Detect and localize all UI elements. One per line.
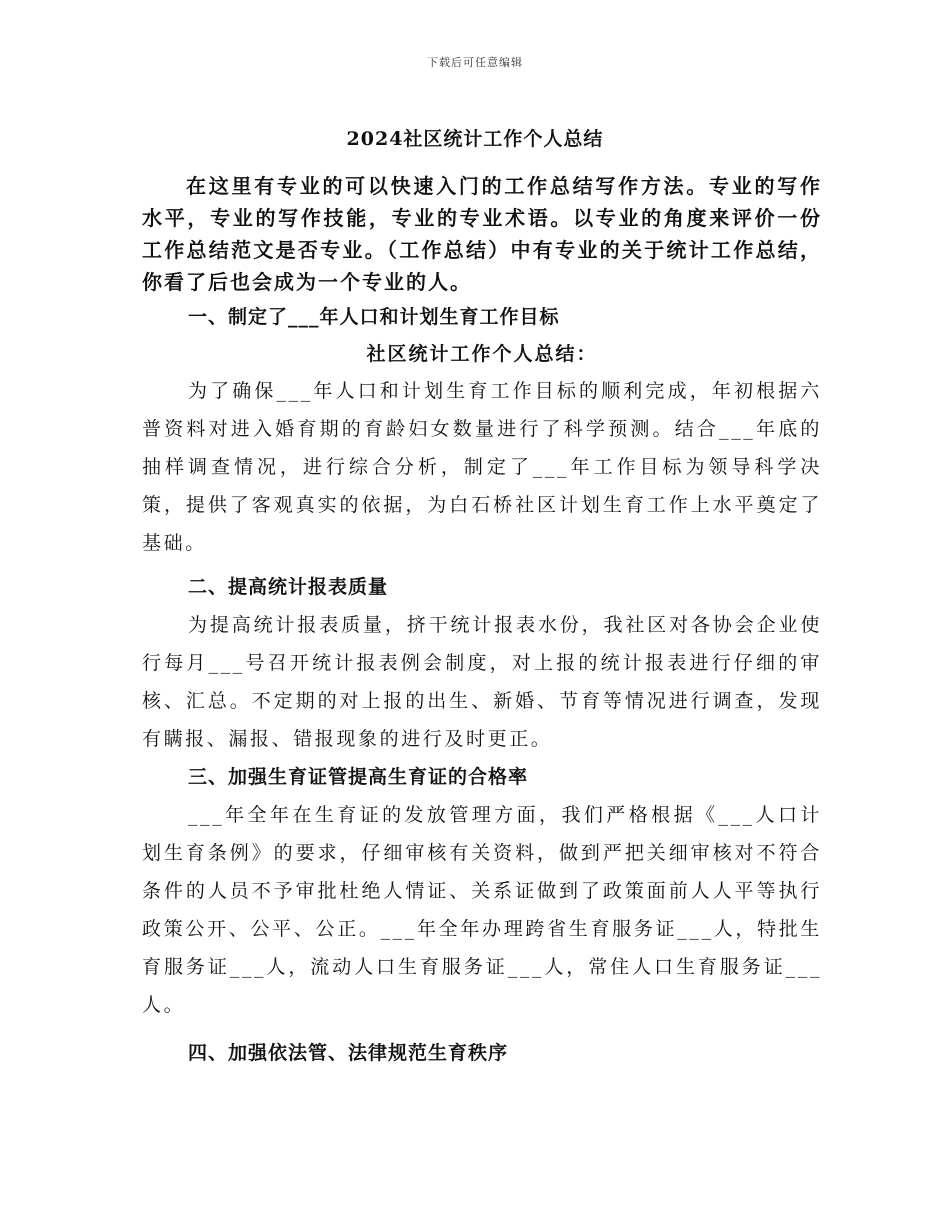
section-1-subheading: 社区统计工作个人总结： [366, 343, 598, 365]
section-3-heading: 三、加强生育证管提高生育证的合格率 [188, 766, 529, 788]
section-3-paragraph: ___年全年在生育证的发放管理方面，我们严格根据《___人口计划生育条例》的要求，仔细审核有关资料，做到严把关细审核对不符合条件的人员不予审批杜绝人情证、关系证做到了政策面前人人平等执行政策公开、公平、公正。___年全年办理跨省生育服务证___人，特批生育服务证___人，流动人口生育服务证___人，常住人口生育服务证___人。 [142, 804, 822, 1016]
section-4-heading: 四、加强依法管、法律规范生育秩序 [188, 1042, 509, 1064]
page-title: 2024社区统计工作个人总结 [346, 128, 604, 150]
section-2-heading: 二、提高统计报表质量 [188, 576, 389, 598]
spacer [142, 1024, 822, 1034]
section-2-paragraph: 为提高统计报表质量，挤干统计报表水份，我社区对各协会企业使行每月___号召开统计报表例会制度，对上报的统计报表进行仔细的审核、汇总。不定期的对上报的出生、新婚、节育等情况进行调查，发现有瞒报、漏报、错报现象的进行及时更正。 [142, 614, 822, 750]
header-note: 下载后可任意编辑 [427, 56, 523, 69]
section-1-paragraph: 为了确保___年人口和计划生育工作目标的顺利完成，年初根据六普资料对进入婚育期的育龄妇女数量进行了科学预测。结合___年底的抽样调查情况，进行综合分析，制定了___年工作目标为领导科学决策，提供了客观真实的依据，为白石桥社区计划生育工作上水平奠定了基础。 [142, 380, 822, 554]
section-1-heading: 一、制定了___年人口和计划生育工作目标 [188, 306, 560, 328]
document-body [142, 170, 822, 1072]
intro-paragraph: 在这里有专业的可以快速入门的工作总结写作方法。专业的写作水平，专业的写作技能，专业的专业术语。以专业的角度来评价一份工作总结范文是否专业。（工作总结）中有专业的关于统计工作总结，你看了后也会成为一个专业的人。 [142, 174, 822, 294]
